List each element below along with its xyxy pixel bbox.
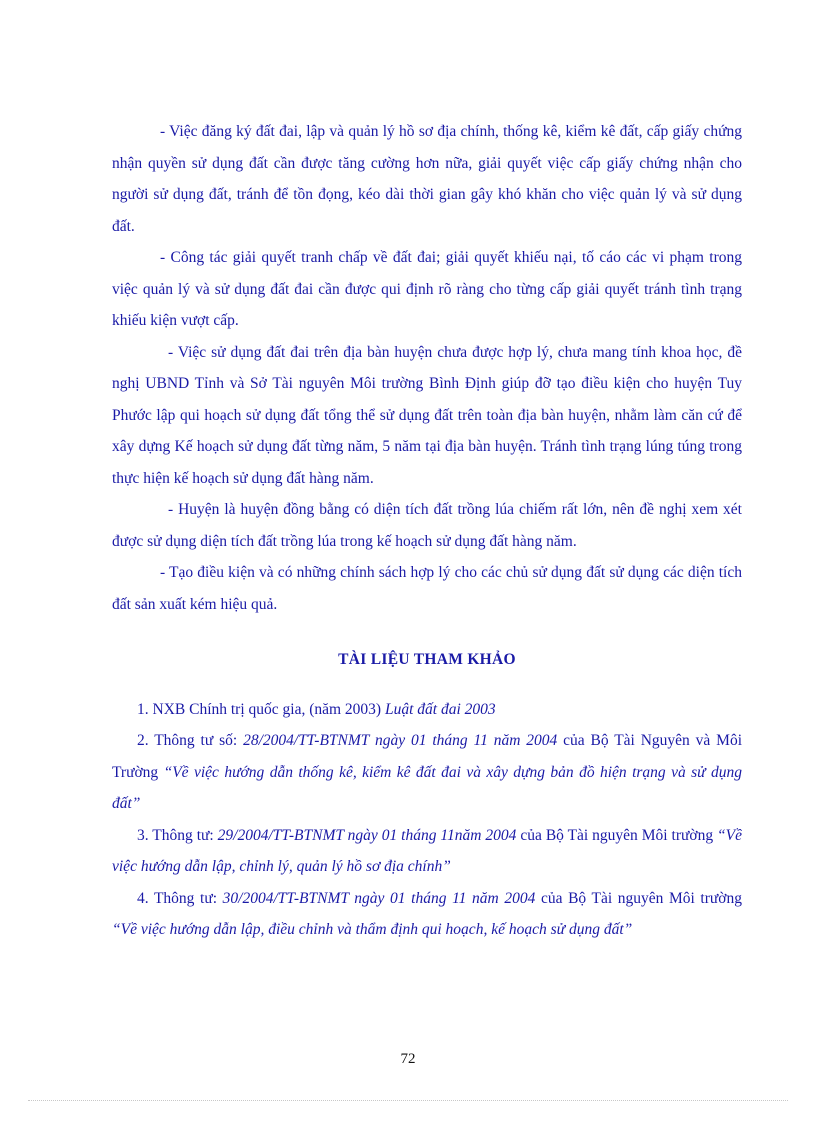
reference-lead: 1. NXB Chính trị quốc gia, (năm 2003) xyxy=(137,700,385,718)
reference-document: Luật đất đai 2003 xyxy=(384,700,496,718)
reference-lead: 3. Thông tư: xyxy=(137,826,218,844)
recommendation-paragraph: - Việc đăng ký đất đai, lập và quản lý hồ sơ địa chính, thống kê, kiểm kê đất, cấp giấy chứng nhận quyền sử dụng đất cần được tăng cường hơn nữa, giải quyết việc cấp giấy chứng nhận cho người sử dụng đất, tránh để tồn đọng, kéo dài thời gian gây khó khăn cho việc quản lý và sử dụng đất. xyxy=(112,123,742,235)
reference-item xyxy=(112,694,742,726)
reference-item xyxy=(112,820,742,883)
reference-title: “Về việc hướng dẫn lập, điều chỉnh và thẩm định qui hoạch, kế hoạch sử dụng đất” xyxy=(112,921,633,938)
page-bottom-divider xyxy=(28,1100,788,1101)
reference-lead: 2. Thông tư số: xyxy=(137,732,244,749)
reference-document: 28/2004/TT-BTNMT ngày 01 tháng 11 năm 2004 xyxy=(243,732,558,749)
reference-title: “Về việc hướng dẫn lập, chỉnh lý, quản lý hồ sơ địa chính” xyxy=(112,826,743,875)
references-heading: TÀI LIỆU THAM KHẢO xyxy=(338,651,516,668)
reference-item xyxy=(112,883,742,946)
reference-lead: 4. Thông tư: xyxy=(137,889,223,907)
reference-item xyxy=(112,725,742,820)
page-number: 72 xyxy=(400,1051,416,1067)
recommendation-paragraph: - Công tác giải quyết tranh chấp về đất đai; giải quyết khiếu nại, tố cáo các vi phạm trong việc quản lý và sử dụng đất đai cần được qui định rõ ràng cho từng cấp giải quyết tránh tình trạng khiếu kiện vượt cấp. xyxy=(112,249,742,329)
reference-document: 30/2004/TT-BTNMT ngày 01 tháng 11 năm 2004 xyxy=(222,889,536,907)
reference-document: 29/2004/TT-BTNMT ngày 01 tháng 11năm 2004 xyxy=(217,826,517,844)
page-content xyxy=(112,116,742,946)
recommendation-paragraph: - Việc sử dụng đất đai trên địa bàn huyện chưa được hợp lý, chưa mang tính khoa học, đề nghị UBND Tỉnh và Sở Tài nguyên Môi trường Bình Định giúp đỡ tạo điều kiện cho huyện Tuy Phước lập qui hoạch sử dụng đất tổng thể sử dụng đất trên toàn địa bàn huyện, nhằm làm căn cứ để xây dựng Kế hoạch sử dụng đất từng năm, 5 năm tại địa bàn huyện. Tránh tình trạng lúng túng trong thực hiện kế hoạch sử dụng đất hàng năm. xyxy=(112,343,742,487)
reference-title: “Về việc hướng dẫn thống kê, kiểm kê đất đai và xây dựng bản đồ hiện trạng và sử dụng đất” xyxy=(112,763,742,812)
recommendation-paragraph: - Tạo điều kiện và có những chính sách hợp lý cho các chủ sử dụng đất sử dụng các diện tích đất sản xuất kém hiệu quả. xyxy=(112,564,742,613)
reference-publisher: của Bộ Tài nguyên Môi trường xyxy=(516,826,718,844)
recommendation-paragraph: - Huyện là huyện đồng bằng có diện tích đất trồng lúa chiếm rất lớn, nên đề nghị xem xét được sử dụng diện tích đất trồng lúa trong kế hoạch sử dụng đất hàng năm. xyxy=(112,501,742,550)
reference-publisher: của Bộ Tài Nguyên và Môi Trường xyxy=(112,732,743,781)
reference-publisher: của Bộ Tài nguyên Môi trường xyxy=(535,889,742,907)
